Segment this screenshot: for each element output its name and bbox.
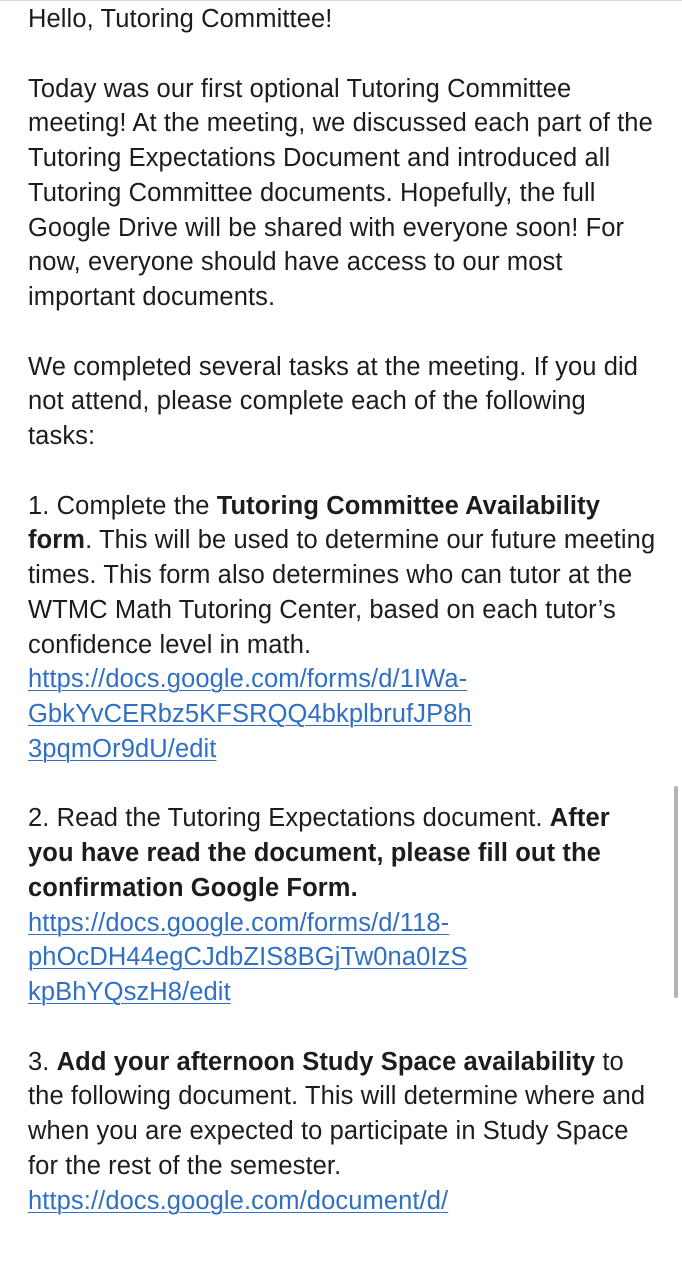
task-2-bold: After you have read the document, please fill out the confirmation Google Form.: [28, 804, 610, 902]
task-3-bold: Add your afternoon Study Space availability: [56, 1047, 596, 1076]
task-1-link-line-1: https://docs.google.com/forms/d/1IWa-: [28, 665, 468, 694]
greeting: Hello, Tutoring Committee!: [28, 5, 333, 33]
task-2-link-line-3: kpBhYQszH8/edit: [28, 978, 231, 1006]
task-2-link-line-1: https://docs.google.com/forms/d/118-: [28, 908, 450, 937]
task-1-text: . This will be used to determine our future meeting times. This form also determines who can tutor at the WTMC Math Tutoring Center, based on each tutor’s confidence level in math.: [28, 526, 656, 659]
task-3-prefix: 3.: [28, 1047, 57, 1076]
intro-paragraph: Today was our first optional Tutoring Committee meeting! At the meeting, we discussed each part of the Tutoring Expectations Document and introduced all Tutoring Committee documents. Hopefully, the full Google Drive will be shared with everyone soon! For now, everyone should have access to our most important documents.: [28, 74, 653, 311]
task-1-bold: Tutoring Committee Availability form: [28, 491, 600, 555]
task-1: [28, 489, 660, 767]
task-1-link[interactable]: [28, 662, 660, 766]
task-1-link-line-3: 3pqmOr9dU/edit: [28, 734, 217, 763]
task-2: [28, 801, 660, 1010]
task-2-link-line-2: phOcDH44egCJdbZIS8BGjTw0na0IzS: [28, 943, 468, 972]
tasks-intro-paragraph: We completed several tasks at the meeting. If you did not attend, please complete each of the following tasks:: [28, 352, 639, 450]
task-3: [28, 1045, 660, 1219]
task-2-link[interactable]: [28, 906, 660, 1010]
task-1-link-line-2: GbkYvCERbz5KFSRQQ4bkplbrufJP8h: [28, 700, 472, 728]
top-divider: [0, 0, 682, 1]
task-3-link[interactable]: [28, 1184, 660, 1219]
email-body: [28, 2, 660, 1253]
task-3-text: to the following document. This will determine where and when you are expected to participate in Study Space for the rest of the semester.: [28, 1047, 646, 1180]
task-2-prefix: 2. Read the Tutoring Expectations document.: [28, 804, 550, 833]
task-1-prefix: 1. Complete the: [28, 491, 217, 520]
task-3-link-line-1: https://docs.google.com/document/d/: [28, 1186, 449, 1215]
scrollbar[interactable]: [674, 786, 678, 998]
